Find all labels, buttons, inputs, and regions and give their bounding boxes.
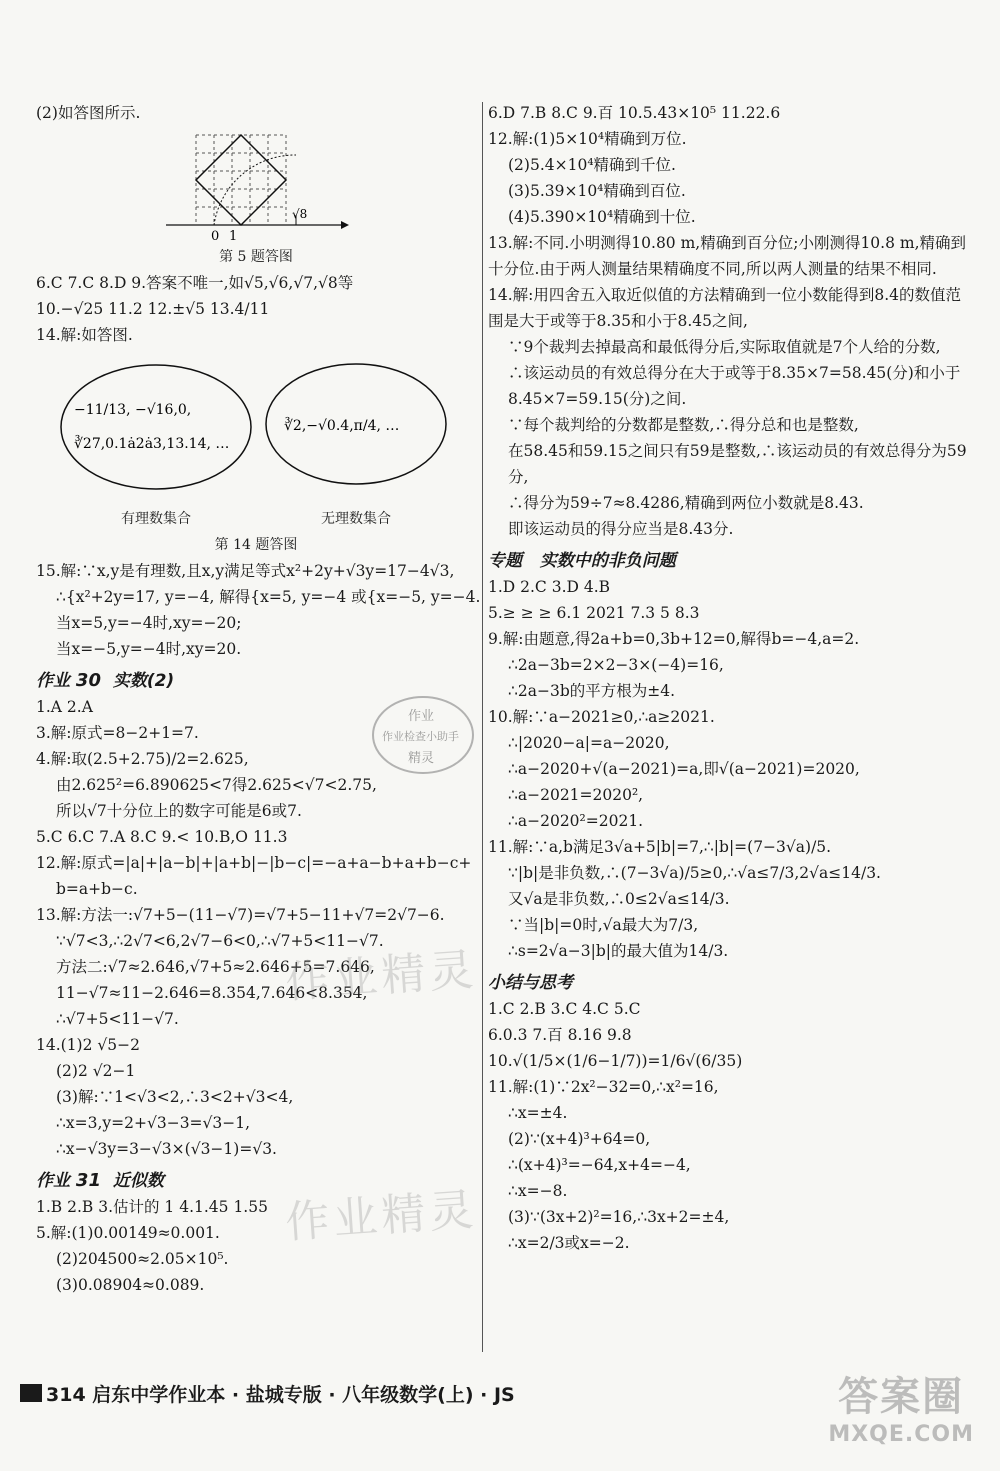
fig14-caption: 第 14 题答图 [214,537,298,553]
fig5-caption: 第 5 题答图 [219,249,293,265]
column-divider [482,102,483,1352]
answer-line: 5.≥ ≥ ≥ 6.1 2021 7.3 5 8.3 [488,604,700,622]
q14-paragraph: ∴得分为59÷7≈8.4286,精确到两位小数就是8.43. [508,494,864,512]
answer-line: 由2.625²=6.890625<7得2.625<√7<2.75, [56,776,377,794]
answer-line: (2)如答图所示. [36,104,141,122]
q14-paragraph: ∵每个裁判给的分数都是整数,∴得分总和也是整数, [508,416,859,434]
answer-line: ∴2a−3b的平方根为±4. [508,682,676,700]
watermark: 作业精灵 [283,944,479,1009]
q14-paragraph: ∴该运动员的有效总得分在大于或等于8.35×7=58.45(分)和小于8.45×7=59.15(分)之间. [508,364,961,408]
stamp-logo [368,690,478,780]
fig14-sets-diagram [56,352,456,502]
answer-line: ∴√7+5<11−√7. [56,1010,179,1028]
svg-text:精灵: 精灵 [408,751,435,766]
answer-line: 11.解:∵a,b满足3√a+5|b|=7,∴|b|=(7−3√a)/5. [488,838,832,856]
rational-numbers: −11/13, −√16,0, [74,402,192,418]
answer-line: (2)204500≈2.05×10⁵. [56,1250,229,1268]
axis-zero: 0 [211,229,220,240]
axis-sqrt8: √8 [292,207,308,221]
answer-line: (3)0.08904≈0.089. [56,1276,205,1294]
answer-line: ∴2a−3b=2×2−3×(−4)=16, [508,656,724,674]
answer-line: (2)∵(x+4)³+64=0, [508,1130,651,1148]
answer-line: 12.解:原式=|a|+|a−b|+|a+b|−|b−c|=−a+a−b+a+b−c+ [36,854,472,872]
answer-line: ∴(x+4)³=−64,x+4=−4, [508,1156,691,1174]
answer-line: ∴x−√3y=3−√3×(√3−1)=√3. [56,1140,277,1158]
answer-line: 1.A 2.A [36,698,93,716]
right-column [488,100,968,1256]
answer-line: 6.0.3 7.百 8.16 9.8 [488,1026,632,1044]
q13-paragraph: 13.解:不同.小明测得10.80 m,精确到百分位;小刚测得10.8 m,精确到十分位.由于两人测量结果精确度不同,所以两人测量的结果不相同. [488,234,967,278]
q15-line: 当x=5,y=−4时,xy=−20; [56,614,242,632]
answer-line: 11.解:(1)∵2x²−32=0,∴x²=16, [488,1078,719,1096]
q14-paragraph: 在58.45和59.15之间只有59是整数,∴该运动员的有效总得分为59分, [508,442,967,486]
section-heading-31: 作业 31 近似数 [36,1170,164,1191]
answer-line: 5.C 6.C 7.A 8.C 9.< 10.B,O 11.3 [36,828,288,846]
answer-line: ∴s=2√a−3|b|的最大值为14/3. [508,942,729,960]
q14-paragraph: 14.解:用四舍五入取近似值的方法精确到一位小数能得到8.4的数值范围是大于或等于8.35和小于8.45之间, [488,286,962,330]
answer-line: ∴a−2021=2020², [508,786,644,804]
answer-line: ∵当|b|=0时,√a最大为7/3, [508,916,699,934]
brand-url: MXQE.COM [828,1422,974,1447]
q15-line: ∴{x²+2y=17, y=−4, 解得{x=5, y=−4 或{x=−5, y=−4. [56,588,481,606]
answer-line: ∴|2020−a|=a−2020, [508,734,670,752]
answer-line: ∴x=−8. [508,1182,568,1200]
q14-paragraph: ∵9个裁判去掉最高和最低得分后,实际取值就是7个人给的分数, [508,338,941,356]
answer-line: b=a+b−c. [56,880,138,898]
footer-text: 314 启东中学作业本 · 盐城专版 · 八年级数学(上) · JS [46,1383,515,1406]
answer-line: 方法二:√7≈2.646,√7+5≈2.646+5=7.646, [56,958,375,976]
answer-line: 14.(1)2 √5−2 [36,1036,140,1054]
answer-line: 11−√7≈11−2.646=8.354,7.646<8.354, [56,984,368,1002]
fig5-grid-diagram [156,130,356,240]
answer-line: 3.解:原式=8−2+1=7. [36,724,199,742]
answer-line: 5.解:(1)0.00149≈0.001. [36,1224,220,1242]
brand-logo-text: 答案圈 [838,1374,965,1420]
q15-line: 15.解:∵x,y是有理数,且x,y满足等式x²+2y+√3y=17−4√3, [36,562,455,580]
q15-line: 当x=−5,y=−4时,xy=20. [56,640,242,658]
answer-line: 13.解:方法一:√7+5−(11−√7)=√7+5−11+√7=2√7−6. [36,906,445,924]
answer-line: 14.解:如答图. [36,326,133,344]
rational-set-label: 有理数集合 [121,511,191,527]
brand-watermark [828,1365,974,1447]
answer-line: 6.D 7.B 8.C 9.百 10.5.43×10⁵ 11.22.6 [488,104,781,122]
answer-line: ∴x=3,y=2+√3−3=√3−1, [56,1114,251,1132]
answer-line: (2)5.4×10⁴精确到千位. [508,156,676,174]
axis-one: 1 [229,229,238,240]
answer-line: 12.解:(1)5×10⁴精确到万位. [488,130,687,148]
answer-line: 10.解:∵a−2021≥0,∴a≥2021. [488,708,715,726]
answer-line: 10.√(1/5×(1/6−1/7))=1/6√(6/35) [488,1052,743,1070]
answer-line: ∵√7<3,∴2√7<6,2√7−6<0,∴√7+5<11−√7. [56,932,384,950]
answer-line: ∵|b|是非负数,∴(7−3√a)/5≥0,∴√a≤7/3,2√a≤14/3. [508,864,881,882]
section-heading-summary: 小结与思考 [488,973,573,993]
answer-line: (3)∵(3x+2)²=16,∴3x+2=±4, [508,1208,730,1226]
answer-line: 又√a是非负数,∴0≤2√a≤14/3. [508,890,730,908]
answer-line: 9.解:由题意,得2a+b=0,3b+12=0,解得b=−4,a=2. [488,630,860,648]
answer-line: 1.C 2.B 3.C 4.C 5.C [488,1000,641,1018]
rational-numbers: ∛27,0.1ȧ2ȧ3,13.14, … [74,436,230,452]
answer-line: ∴x=±4. [508,1104,568,1122]
q14-paragraph: 即该运动员的得分应当是8.43分. [508,520,734,538]
answer-line: 1.D 2.C 3.D 4.B [488,578,611,596]
answer-line: ∴a−2020²=2021. [508,812,644,830]
answer-line: 1.B 2.B 3.估计的 1 4.1.45 1.55 [36,1198,268,1216]
svg-text:作业: 作业 [408,709,435,724]
answer-line: 所以√7十分位上的数字可能是6或7. [56,802,302,820]
answer-line: 10.−√25 11.2 12.±√5 13.4/11 [36,300,270,318]
answer-line: (2)2 √2−1 [56,1062,136,1080]
section-heading-special: 专题 实数中的非负问题 [488,551,676,571]
answer-line: (3)解:∵1<√3<2,∴3<2+√3<4, [56,1088,294,1106]
answer-line: ∴a−2020+√(a−2021)=a,即√(a−2021)=2020, [508,760,860,778]
section-heading-30: 作业 30 实数(2) [36,670,175,691]
irrational-set-label: 无理数集合 [321,511,391,527]
answer-line: ∴x=2/3或x=−2. [508,1234,630,1252]
footer-marker [20,1384,42,1402]
watermark: 作业精灵 [283,1184,479,1249]
answer-line: (4)5.390×10⁴精确到十位. [508,208,696,226]
answer-line: 6.C 7.C 8.D 9.答案不唯一,如√5,√6,√7,√8等 [36,274,354,292]
answer-line: (3)5.39×10⁴精确到百位. [508,182,686,200]
answer-line: 4.解:取(2.5+2.75)/2=2.625, [36,750,249,768]
svg-text:作业检查小助手: 作业检查小助手 [382,730,459,743]
irrational-numbers: ∛2,−√0.4,π/4, … [284,418,400,434]
